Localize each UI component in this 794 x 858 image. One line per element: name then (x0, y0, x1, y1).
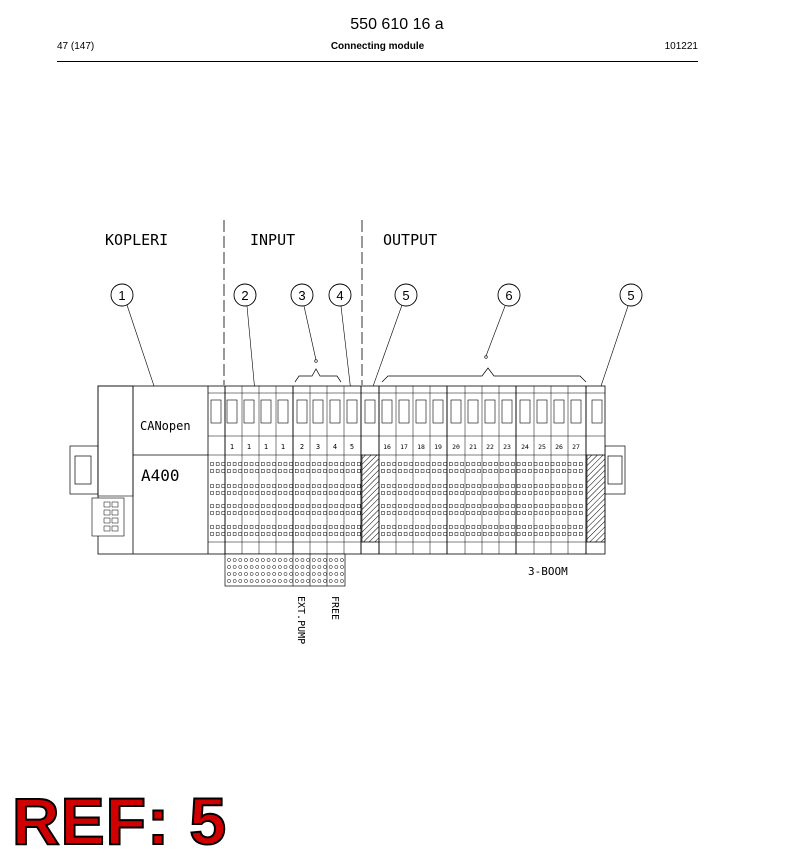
terminal-slot (433, 400, 443, 423)
input-number: 1 (280, 443, 286, 451)
terminal-slot (399, 400, 409, 423)
coupler-label-a400: A400 (141, 466, 180, 485)
page-number: 47 (147) (57, 41, 95, 52)
end-plate-hatch-2 (587, 455, 605, 542)
terminal-slot (485, 400, 495, 423)
output-number: 17 (400, 443, 408, 451)
input-number: 1 (229, 443, 235, 451)
svg-text:6: 6 (505, 288, 513, 303)
din-rail-left (70, 446, 98, 494)
input-number: 1 (263, 443, 269, 451)
input-number: 4 (332, 443, 338, 451)
terminal-slot (261, 400, 271, 423)
output-number: 16 (383, 443, 391, 451)
callout-5b (597, 284, 642, 394)
page-title: Connecting module (330, 41, 425, 52)
section-label-output: OUTPUT (383, 231, 438, 249)
svg-text:5: 5 (627, 288, 635, 303)
section-label-input: INPUT (250, 231, 296, 249)
section-label-kopleri: KOPLERI (105, 231, 169, 249)
terminal-slot (347, 400, 357, 423)
label-free: FREE (329, 596, 340, 621)
terminal-slot (592, 400, 602, 423)
output-number: 19 (434, 443, 442, 451)
terminal-slot (382, 400, 392, 423)
terminal-slot (244, 400, 254, 423)
input-number: 2 (299, 443, 305, 451)
output-number: 27 (572, 443, 580, 451)
input-number: 5 (349, 443, 355, 451)
terminal-slot (520, 400, 530, 423)
terminal-slot (330, 400, 340, 423)
label-3-boom: 3-BOOM (528, 565, 568, 578)
terminal-slot (297, 400, 307, 423)
terminal-slot (502, 400, 512, 423)
terminal-slot (365, 400, 375, 423)
terminal-slot (313, 400, 323, 423)
output-number: 22 (486, 443, 494, 451)
input-number: 1 (246, 443, 252, 451)
coupler-label-canopen: CANopen (140, 419, 191, 433)
ref-label: REF: 5 (12, 784, 228, 858)
end-plate-hatch-1 (362, 455, 379, 542)
terminal-slot (278, 400, 288, 423)
terminal-slot (416, 400, 426, 423)
output-number: 23 (503, 443, 511, 451)
terminal-slot (451, 400, 461, 423)
date-code: 101221 (664, 41, 698, 52)
document-number: 550 610 16 a (350, 16, 444, 33)
svg-text:4: 4 (336, 288, 344, 303)
callout-2 (234, 284, 257, 394)
terminal-slot (227, 400, 237, 423)
label-ext-pump: EXT.PUMP (295, 596, 306, 645)
terminal-slot (468, 400, 478, 423)
input-number: 3 (315, 443, 321, 451)
output-number: 21 (469, 443, 477, 451)
din-rail-right (605, 446, 625, 494)
output-number: 18 (417, 443, 425, 451)
terminal-slot (211, 400, 221, 423)
terminal-slot (554, 400, 564, 423)
svg-text:1: 1 (118, 288, 126, 303)
output-number: 26 (555, 443, 563, 451)
terminal-slot (537, 400, 547, 423)
svg-text:2: 2 (241, 288, 249, 303)
output-number: 24 (521, 443, 529, 451)
output-number: 20 (452, 443, 460, 451)
svg-text:3: 3 (298, 288, 306, 303)
callout-4 (329, 284, 352, 394)
callout-1 (111, 284, 157, 394)
svg-text:5: 5 (402, 288, 410, 303)
callout-5a (369, 284, 417, 394)
terminal-slot (571, 400, 581, 423)
output-number: 25 (538, 443, 546, 451)
